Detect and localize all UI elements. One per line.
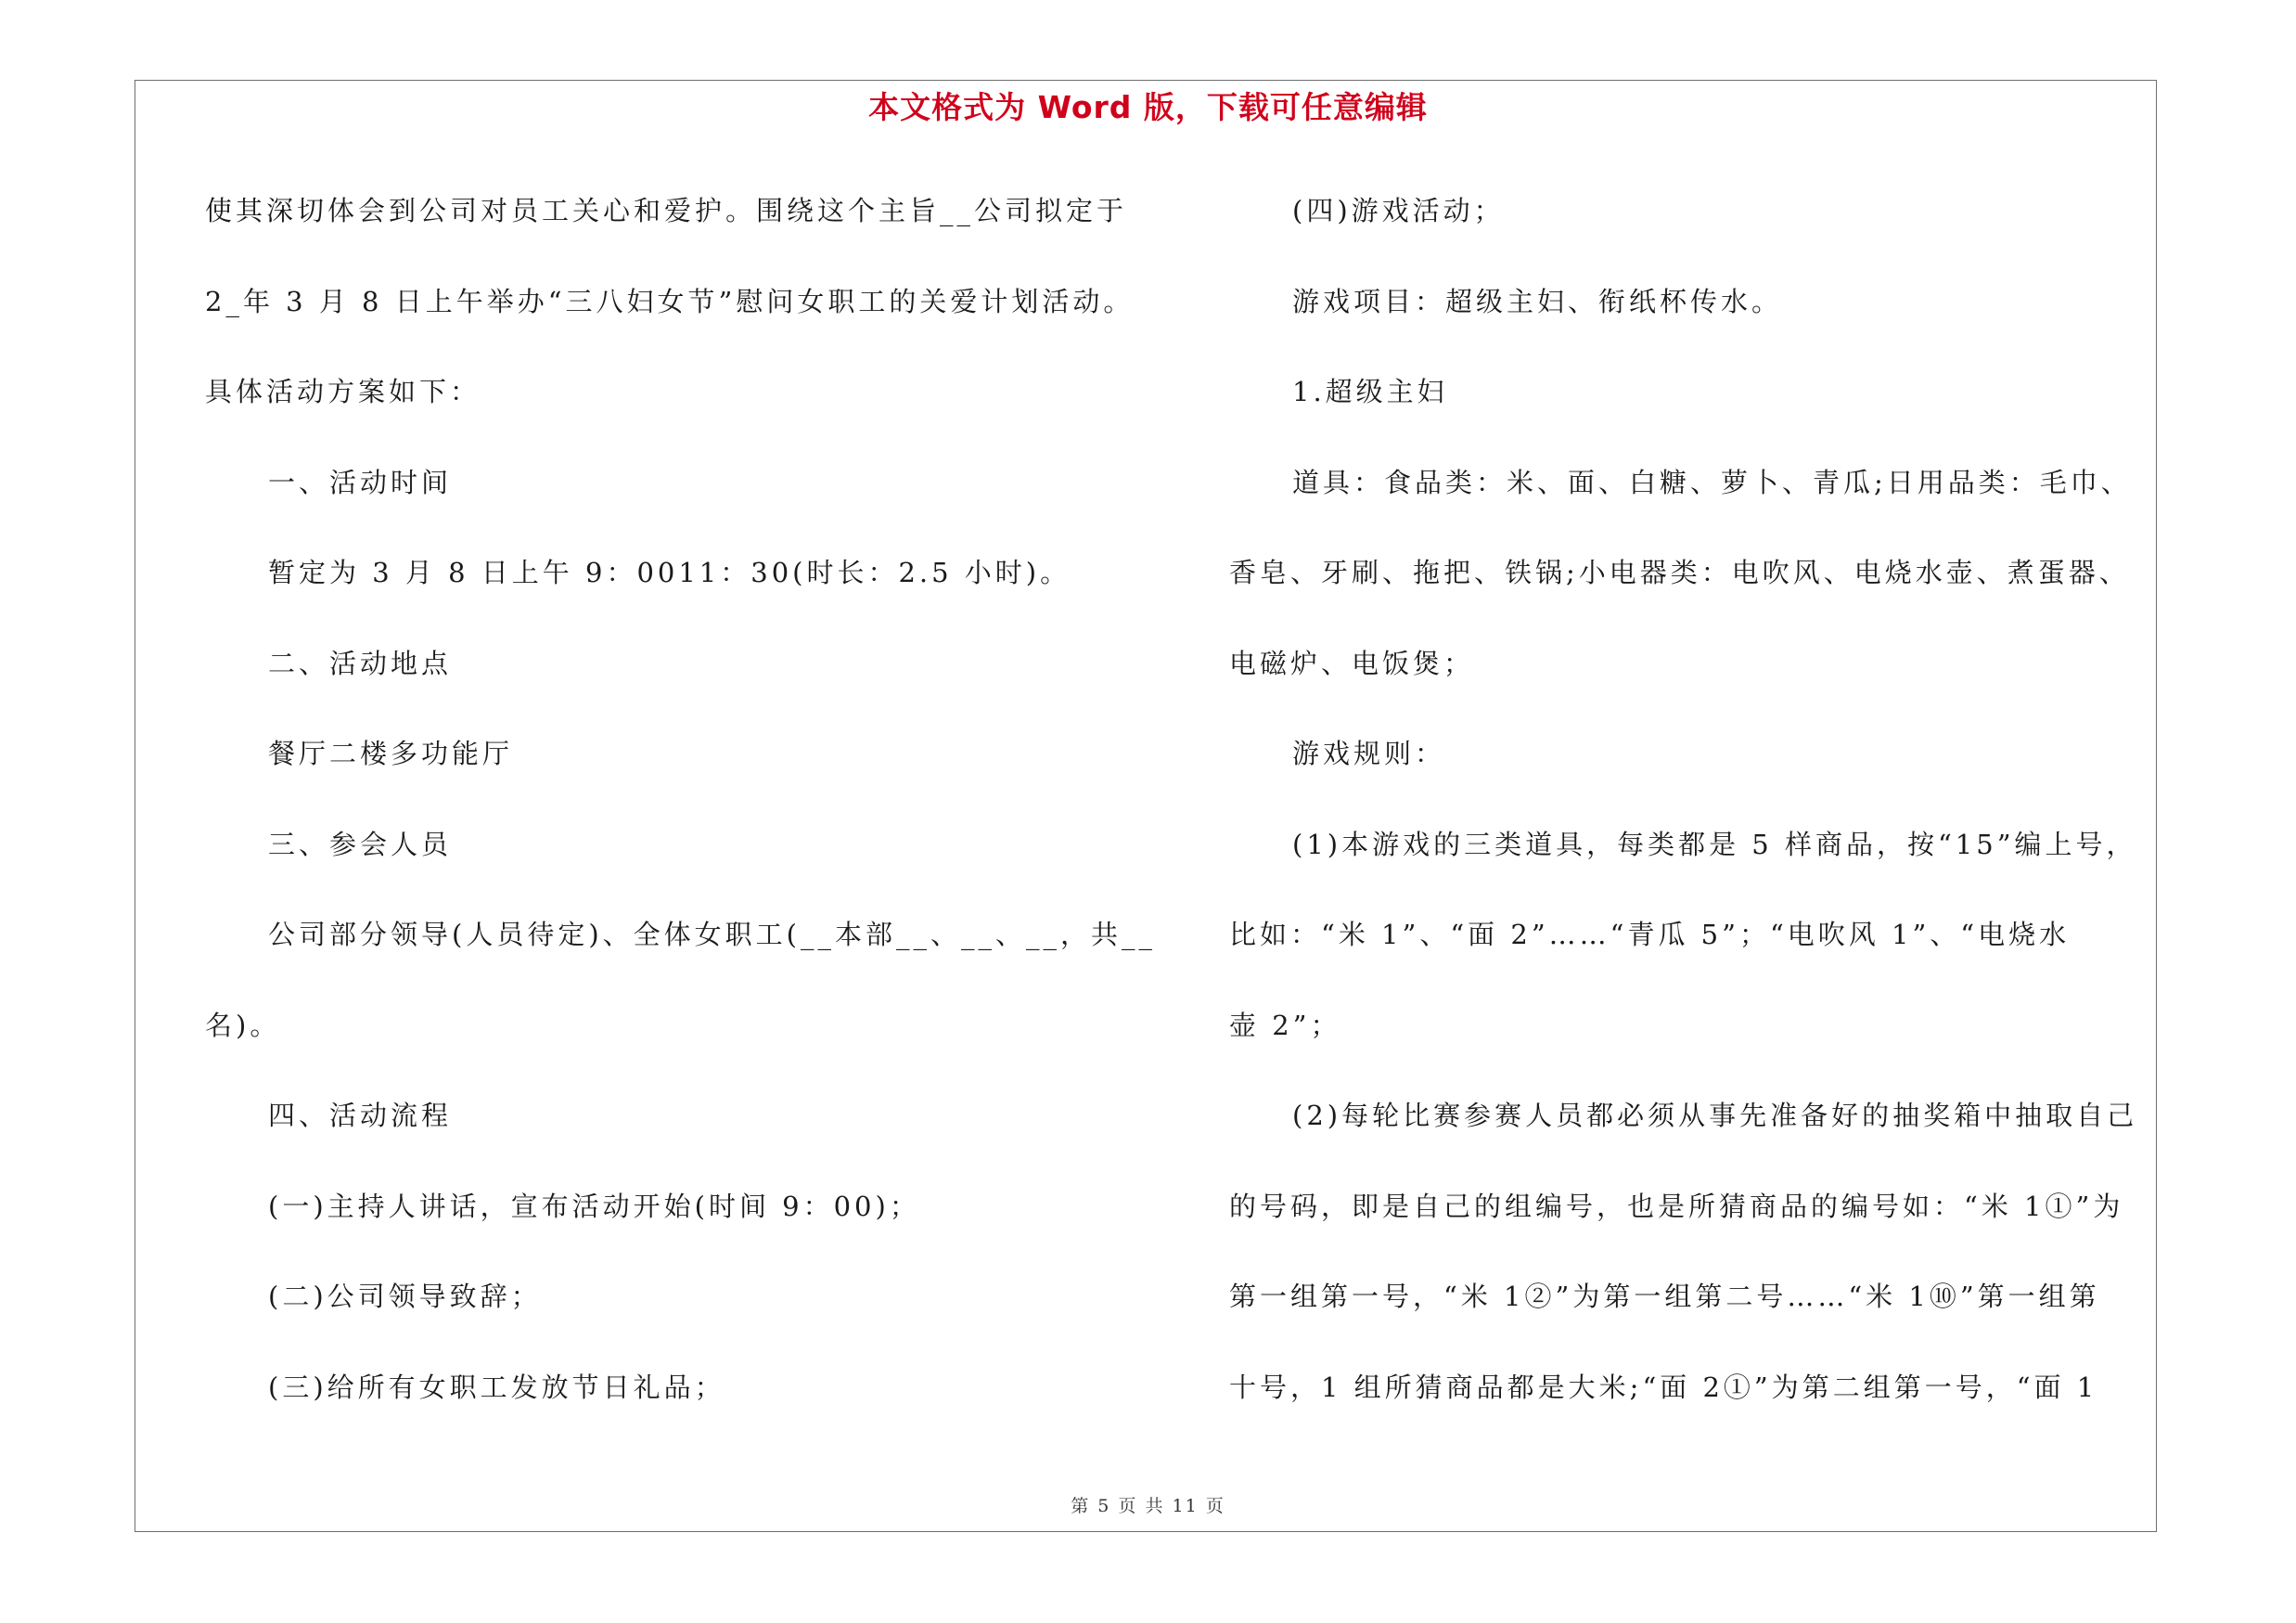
text-line: 十号，1 组所猜商品都是大米;“面 2①”为第二组第一号，“面 1 xyxy=(1229,1371,2098,1403)
text-line: 名)。 xyxy=(205,1009,281,1041)
text-line: 壶 2”； xyxy=(1229,1009,1341,1041)
page-number-footer: 第 5 页 共 11 页 xyxy=(1071,1496,1225,1516)
text-line: 三、参会人员 xyxy=(268,828,453,860)
text-line: 电磁炉、电饭煲； xyxy=(1229,647,1475,679)
right-text-column xyxy=(1229,184,2157,1450)
text-line: 四、活动流程 xyxy=(268,1100,453,1131)
text-line: 二、活动地点 xyxy=(268,647,453,679)
text-line: 比如：“米 1”、“面 2”……“青瓜 5”；“电吹风 1”、“电烧水 xyxy=(1229,919,2071,950)
text-line: 道具：食品类：米、面、白糖、萝卜、青瓜;日用品类：毛巾、 xyxy=(1292,466,2132,498)
text-line: 公司部分领导(人员待定)、全体女职工(__本部__、__、__，共__ xyxy=(268,919,1156,950)
document-banner: 本文格式为 Word 版，下载可任意编辑 xyxy=(868,89,1428,125)
text-line: 香皂、牙刷、拖把、铁锅;小电器类：电吹风、电烧水壶、煮蛋器、 xyxy=(1229,557,2130,588)
text-line: 第一组第一号，“米 1②”为第一组第二号……“米 1⑩”第一组第 xyxy=(1229,1281,2100,1312)
text-line: (一)主持人讲话，宣布活动开始(时间 9：00)； xyxy=(268,1190,920,1222)
text-line: 2_年 3 月 8 日上午举办“三八妇女节”慰问女职工的关爱计划活动。 xyxy=(205,285,1135,317)
text-line: 暂定为 3 月 8 日上午 9：0011：30(时长：2.5 小时)。 xyxy=(268,557,1071,588)
text-line: 一、活动时间 xyxy=(268,466,453,498)
text-line: (四)游戏活动； xyxy=(1292,195,1505,226)
text-line: (二)公司领导致辞； xyxy=(268,1281,542,1312)
text-line: 具体活动方案如下： xyxy=(205,376,481,407)
text-line: (1)本游戏的三类道具，每类都是 5 样商品，按“15”编上号， xyxy=(1292,828,2137,860)
text-line: 游戏项目：超级主妇、衔纸杯传水。 xyxy=(1292,285,1783,317)
text-line: 游戏规则： xyxy=(1292,738,1446,769)
text-line: (三)给所有女职工发放节日礼品； xyxy=(268,1371,725,1403)
left-text-column xyxy=(205,184,1156,1450)
text-line: 1.超级主妇 xyxy=(1292,376,1448,407)
text-line: 的号码，即是自己的组编号，也是所猜商品的编号如：“米 1①”为 xyxy=(1229,1190,2124,1222)
text-line: 餐厅二楼多功能厅 xyxy=(268,738,514,769)
text-line: 使其深切体会到公司对员工关心和爱护。围绕这个主旨__公司拟定于 xyxy=(205,195,1128,226)
text-line: (2)每轮比赛参赛人员都必须从事先准备好的抽奖箱中抽取自己 xyxy=(1292,1100,2138,1131)
